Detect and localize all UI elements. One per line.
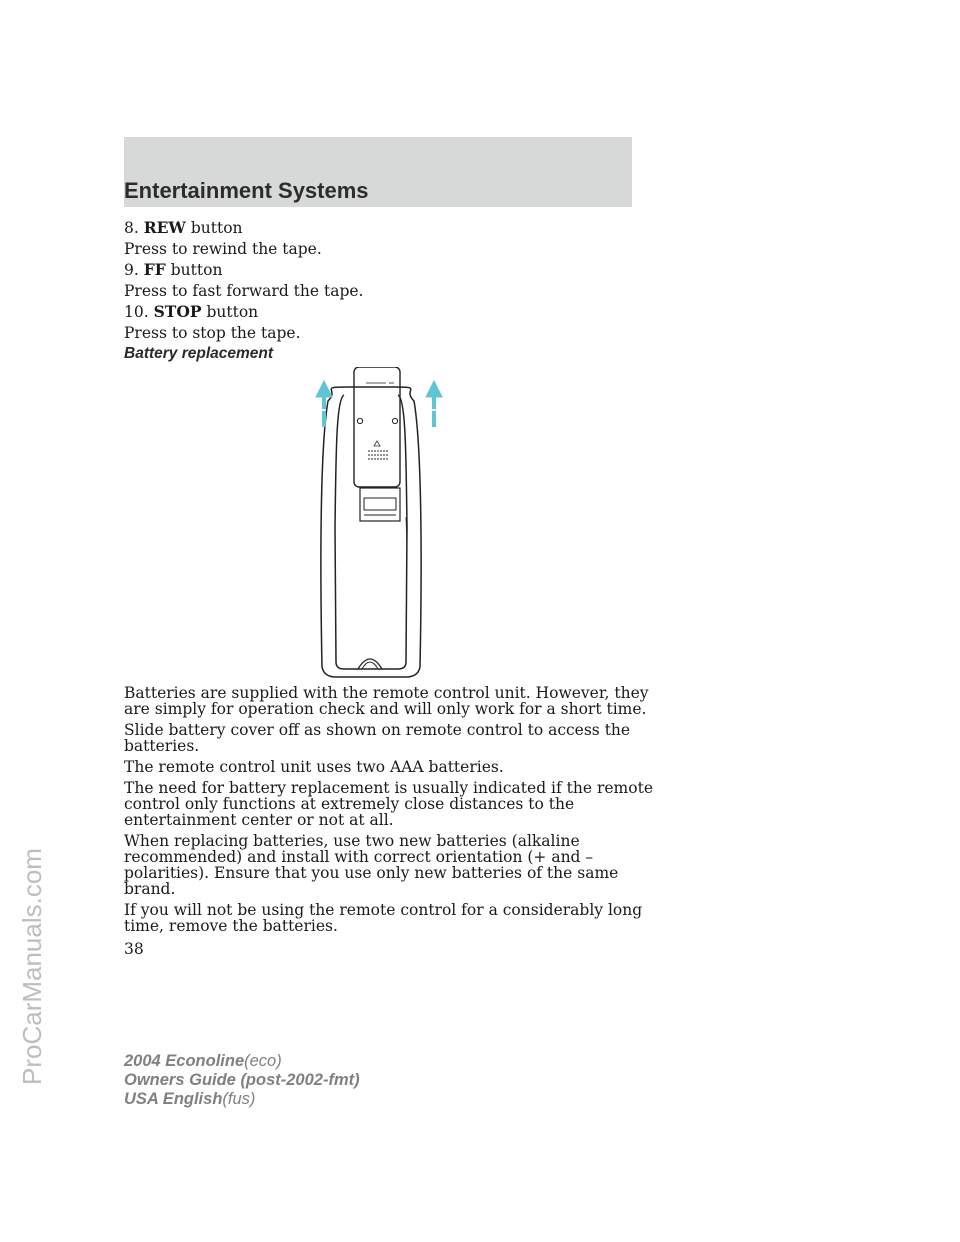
page-number: 38: [124, 940, 144, 958]
item-stop: [124, 304, 654, 320]
item-ff: [124, 262, 654, 278]
item-suffix: button: [170, 261, 223, 279]
remote-control-drawing: [124, 367, 464, 681]
item-description: Press to stop the tape.: [124, 324, 301, 342]
arrow-up-icon: [426, 381, 442, 397]
remote-body-inner: [335, 395, 407, 669]
battery-compartment: [360, 488, 400, 521]
item-description: Press to fast forward the tape.: [124, 282, 364, 300]
item-number: 9.: [124, 261, 139, 279]
section-title: Entertainment Systems: [124, 178, 369, 203]
item-name: STOP: [153, 302, 202, 321]
battery-paragraph: When replacing batteries, use two new batteries (alkaline recommended) and install with correct orientation (+ and – polarities). Ensure that you use only new batteries of the same brand.: [124, 832, 619, 898]
battery-paragraph: The remote control unit uses two AAA batteries.: [124, 758, 504, 776]
battery-cover: [354, 367, 400, 487]
battery-paragraph: If you will not be using the remote control for a considerably long time, remove the batteries.: [124, 901, 643, 935]
footer-model-code: (eco): [244, 1052, 282, 1070]
footer-model: 2004 Econoline: [124, 1052, 245, 1070]
remote-control-illustration: [124, 367, 654, 681]
item-description: Press to rewind the tape.: [124, 240, 322, 258]
battery-heading: Battery replacement: [124, 345, 274, 362]
item-rew: [124, 220, 654, 236]
item-suffix: button: [190, 219, 243, 237]
footer-language: USA English: [124, 1090, 223, 1108]
arrow-up-icon: [316, 381, 332, 397]
item-name: FF: [143, 260, 166, 279]
item-name: REW: [143, 218, 186, 237]
cover-dot-pattern: [368, 441, 388, 460]
page-content: [124, 220, 654, 939]
footer-guide: Owners Guide (post-2002-fmt): [124, 1071, 360, 1089]
item-number: 8.: [124, 219, 139, 237]
document-footer: [124, 1052, 360, 1109]
watermark: ProCarManuals.com: [17, 848, 47, 1085]
item-suffix: button: [206, 303, 259, 321]
item-number: 10.: [124, 303, 149, 321]
footer-language-code: (fus): [222, 1090, 256, 1108]
battery-paragraph: Batteries are supplied with the remote control unit. However, they are simply for operation check and will only work for a short time.: [124, 684, 649, 718]
battery-paragraph: The need for battery replacement is usually indicated if the remote control only functions at extremely close distances to the entertainment center or not at all.: [124, 779, 653, 829]
battery-paragraph: Slide battery cover off as shown on remote control to access the batteries.: [124, 721, 631, 755]
